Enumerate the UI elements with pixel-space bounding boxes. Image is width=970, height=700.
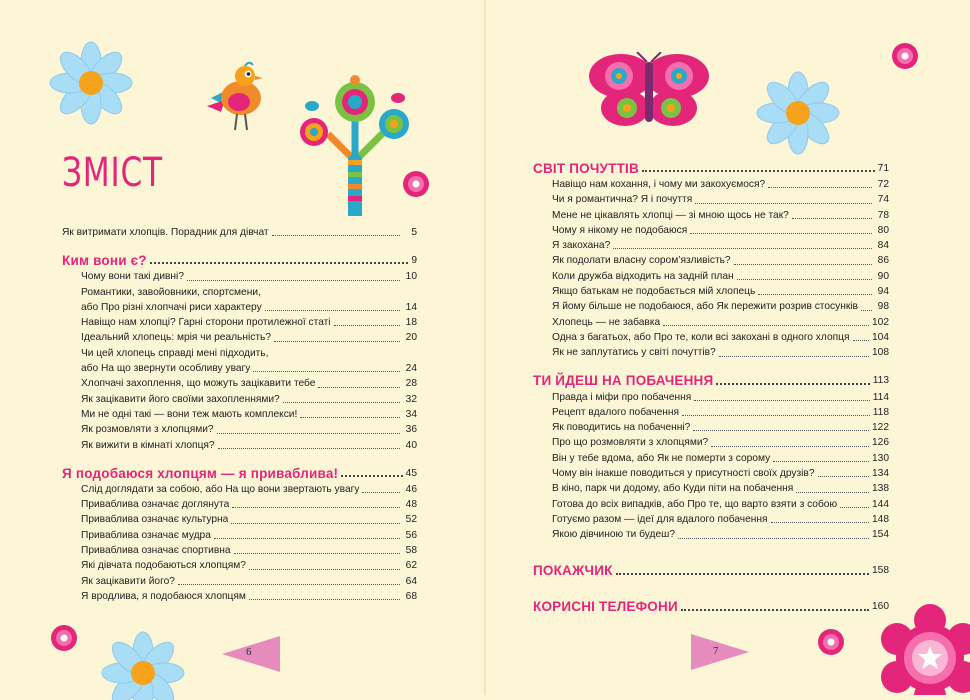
toc-entry[interactable] xyxy=(533,330,889,345)
page-number: 6 xyxy=(246,646,252,658)
toc-section-page: 160 xyxy=(872,601,889,613)
dot-leader xyxy=(694,400,869,401)
toc-entry-title: Чи я романтична? Я і почуття xyxy=(552,194,693,206)
toc-entry-title: Рецепт вдалого побачення xyxy=(552,406,679,418)
toc-entry[interactable] xyxy=(533,466,889,481)
toc-entry-title: Готуємо разом — ідеї для вдалого побачення xyxy=(552,513,768,525)
toc-entry-title: Ідеальний хлопець: мрія чи реальність? xyxy=(81,332,271,344)
toc-entry-title: Які дівчата подобаються хлопцям? xyxy=(81,560,246,572)
toc-entry-title: Як подолати власну сором’язливість? xyxy=(552,255,731,267)
toc-entry-title: або На що звернути особливу увагу xyxy=(81,363,251,375)
toc-entry-page: 144 xyxy=(872,498,889,510)
dot-leader xyxy=(272,235,400,236)
toc-entry-page: 108 xyxy=(872,347,889,359)
toc-entry[interactable] xyxy=(62,407,417,422)
large-pink-flower-icon xyxy=(870,600,970,695)
toc-entry-page: 62 xyxy=(405,560,417,572)
toc-entry[interactable] xyxy=(62,269,417,284)
toc-entry-title: Як поводитись на побаченні? xyxy=(552,422,691,434)
toc-section-page: 71 xyxy=(877,162,889,174)
toc-entry-title: В кіно, парк чи додому, або Куди піти на побачення xyxy=(552,483,794,495)
pink-flower-icon xyxy=(402,170,430,198)
toc-entry[interactable] xyxy=(533,345,889,360)
toc-entry-page: 32 xyxy=(405,393,417,405)
toc-entry-page: 48 xyxy=(405,499,417,511)
toc-entry[interactable] xyxy=(62,376,417,391)
dot-leader xyxy=(678,538,869,539)
dot-leader xyxy=(758,294,872,295)
blue-flower-icon xyxy=(755,70,841,156)
toc-section-heading[interactable] xyxy=(62,461,417,481)
toc-entry-title: Ми не одні такі — вони теж мають комплекси! xyxy=(81,408,298,420)
toc-entry-title: Приваблива означає мудра xyxy=(81,529,211,541)
pink-flower-icon xyxy=(50,624,78,652)
toc-entry[interactable] xyxy=(62,361,417,376)
page-number: 7 xyxy=(713,645,719,657)
toc-entry-title: Приваблива означає культурна xyxy=(81,514,229,526)
toc-entry[interactable] xyxy=(533,299,889,314)
toc-entry-page: 122 xyxy=(872,422,889,434)
dot-leader xyxy=(217,433,400,434)
toc-entry-title: Про що розмовляти з хлопцями? xyxy=(552,437,709,449)
toc-entry-title: Хлопець — не забавка xyxy=(552,316,661,328)
toc-entry-title: Мене не цікавлять хлопці — зі мною щось не так? xyxy=(552,209,789,221)
toc-entry[interactable] xyxy=(62,392,417,407)
toc-entry-page: 126 xyxy=(872,437,889,449)
toc-entry[interactable] xyxy=(62,589,417,604)
toc-section-page: 158 xyxy=(872,565,889,577)
dot-leader xyxy=(283,402,400,403)
toc-entry-page: 80 xyxy=(877,224,889,236)
toc-entry[interactable] xyxy=(62,482,417,497)
dot-leader xyxy=(341,475,402,477)
toc-entry[interactable] xyxy=(533,527,889,542)
toc-section-heading[interactable] xyxy=(533,559,889,579)
toc-intro-title: Як витримати хлопців. Порадник для дівчат xyxy=(62,227,269,238)
toc-entry-title: Готова до всіх випадків, або Про те, що варто взяти з собою xyxy=(552,498,838,510)
toc-entry[interactable] xyxy=(62,528,417,543)
toc-entry[interactable] xyxy=(533,223,889,238)
toc-entry[interactable] xyxy=(533,512,889,527)
toc-entry-title: Якою дівчиною ти будеш? xyxy=(552,529,675,541)
toc-entry-title: Я вродлива, я подобаюся хлопцям xyxy=(81,590,246,602)
dot-leader xyxy=(792,218,872,219)
toc-section-page: 113 xyxy=(872,375,889,387)
toc-entry[interactable] xyxy=(533,481,889,496)
toc-entry-title: Чому він інакше поводиться у присутності своїх друзів? xyxy=(552,468,815,480)
toc-entry-title: Чому вони такі дивні? xyxy=(81,271,184,283)
toc-section-title: ТИ ЙДЕШ НА ПОБАЧЕННЯ xyxy=(533,373,714,389)
toc-entry-title: Приваблива означає спортивна xyxy=(81,545,231,557)
toc-entry[interactable] xyxy=(533,315,889,330)
toc-section-page: 9 xyxy=(411,255,417,266)
toc-entry[interactable] xyxy=(533,177,889,192)
toc-entry-title: Навіщо нам хлопці? Гарні сторони протилежної статі xyxy=(81,317,331,329)
dot-leader xyxy=(616,573,869,575)
toc-entry-title: Коли дружба відходить на задній план xyxy=(552,270,734,282)
decorative-tree-icon xyxy=(298,74,413,219)
dot-leader xyxy=(362,492,400,493)
bird-icon xyxy=(205,60,267,132)
toc-entry-page: 20 xyxy=(405,332,417,344)
toc-entry-page: 154 xyxy=(872,529,889,541)
toc-entry-title: або Про різні хлопчачі риси характеру xyxy=(81,301,262,313)
toc-entry-title: Як розмовляти з хлопцями? xyxy=(81,424,214,436)
dot-leader xyxy=(693,430,869,431)
toc-entry-page: 130 xyxy=(872,452,889,464)
toc-entry-page: 58 xyxy=(405,545,417,557)
toc-section-heading[interactable] xyxy=(533,369,889,389)
dot-leader xyxy=(265,310,400,311)
toc-section-heading[interactable] xyxy=(533,595,889,615)
toc-intro[interactable] xyxy=(62,225,417,240)
toc-entry-page: 86 xyxy=(877,255,889,267)
toc-section-title: Я подобаюся хлопцям — я приваблива! xyxy=(62,465,339,481)
dot-leader xyxy=(861,310,872,311)
dot-leader xyxy=(218,448,400,449)
toc-entry[interactable] xyxy=(62,330,417,345)
toc-entry-title: Правда і міфи про побачення xyxy=(552,391,692,403)
toc-entry-page: 56 xyxy=(405,529,417,541)
right-page xyxy=(485,0,970,695)
dot-leader xyxy=(642,170,875,172)
pink-flower-icon xyxy=(891,42,919,70)
dot-leader xyxy=(796,492,869,493)
toc-entry-title: Як зацікавити його своїми захопленнями? xyxy=(81,393,280,405)
dot-leader xyxy=(234,553,400,554)
dot-leader xyxy=(681,609,869,611)
toc-entry-title: Він у тебе вдома, або Як не померти з сорому xyxy=(552,452,771,464)
dot-leader xyxy=(682,415,870,416)
toc-entry-page: 36 xyxy=(405,424,417,436)
dot-leader xyxy=(214,538,400,539)
toc-entry-line[interactable]: Чи цей хлопець справді мені підходить, xyxy=(81,347,269,359)
toc-entry-title: Слід доглядати за собою, або На що вони звертають увагу xyxy=(81,483,360,495)
toc-entry[interactable] xyxy=(533,269,889,284)
toc-entry-page: 74 xyxy=(877,194,889,206)
dot-leader xyxy=(695,203,872,204)
toc-entry-page: 40 xyxy=(405,439,417,451)
toc-entry[interactable] xyxy=(62,497,417,512)
toc-entry[interactable] xyxy=(533,497,889,512)
toc-entry-title: Хлопчачі захоплення, що можуть зацікавити тебе xyxy=(81,378,316,390)
toc-entry-title: Чому я нікому не подобаюся xyxy=(552,224,688,236)
dot-leader xyxy=(334,325,400,326)
toc-entry-page: 84 xyxy=(877,240,889,252)
toc-entry[interactable] xyxy=(533,192,889,207)
dot-leader xyxy=(768,187,872,188)
dot-leader xyxy=(613,248,872,249)
toc-entry-title: Я закохана? xyxy=(552,240,611,252)
toc-left xyxy=(62,225,417,604)
toc-entry[interactable] xyxy=(533,420,889,435)
toc-entry[interactable] xyxy=(62,315,417,330)
dot-leader xyxy=(719,356,869,357)
dot-leader xyxy=(771,522,870,523)
toc-entry-page: 104 xyxy=(872,331,889,343)
dot-leader xyxy=(737,279,872,280)
toc-entry-page: 24 xyxy=(405,363,417,375)
toc-entry[interactable] xyxy=(533,208,889,223)
toc-entry-page: 68 xyxy=(405,590,417,602)
toc-entry[interactable] xyxy=(533,238,889,253)
toc-entry-page: 102 xyxy=(872,316,889,328)
toc-entry[interactable] xyxy=(62,422,417,437)
toc-entry-page: 72 xyxy=(877,179,889,190)
toc-entry[interactable] xyxy=(533,405,889,420)
toc-entry[interactable] xyxy=(533,253,889,268)
butterfly-icon xyxy=(587,52,711,130)
toc-entry-page: 18 xyxy=(405,317,417,329)
dot-leader xyxy=(249,599,400,600)
toc-entry-page: 118 xyxy=(872,406,889,418)
dot-leader xyxy=(150,262,409,264)
toc-entry-page: 34 xyxy=(405,408,417,420)
toc-entry-title: Якщо батькам не подобається мій хлопець xyxy=(552,286,756,298)
blue-flower-icon xyxy=(48,40,134,126)
dot-leader xyxy=(232,507,400,508)
toc-entry[interactable] xyxy=(62,300,417,315)
toc-entry-page: 78 xyxy=(877,209,889,221)
toc-entry[interactable] xyxy=(533,284,889,299)
toc-entry-title: Одна з багатьох, або Про те, коли всі закохані в одного хлопця xyxy=(552,331,850,343)
dot-leader xyxy=(773,461,869,462)
dot-leader xyxy=(818,476,870,477)
toc-entry-page: 14 xyxy=(405,301,417,313)
toc-entry-page: 138 xyxy=(872,483,889,495)
toc-entry-page: 90 xyxy=(877,270,889,282)
dot-leader xyxy=(300,417,400,418)
toc-right xyxy=(533,156,889,616)
toc-entry-title: Навіщо нам кохання, і чому ми закохуємося? xyxy=(552,179,766,190)
toc-entry[interactable] xyxy=(533,451,889,466)
toc-entry-title: Як не заплутатись у світі почуттів? xyxy=(552,347,716,359)
toc-entry-title: Я йому більше не подобаюся, або Як пережити розрив стосунків xyxy=(552,301,858,313)
toc-entry[interactable] xyxy=(533,435,889,450)
toc-entry[interactable] xyxy=(62,512,417,527)
dot-leader xyxy=(231,523,400,524)
toc-entry-title: Приваблива означає доглянута xyxy=(81,499,230,511)
toc-section-page: 45 xyxy=(405,467,417,479)
dot-leader xyxy=(690,233,872,234)
toc-entry[interactable] xyxy=(62,558,417,573)
toc-section-title: КОРИСНІ ТЕЛЕФОНИ xyxy=(533,599,678,615)
toc-entry-page: 46 xyxy=(405,483,417,495)
left-page xyxy=(0,0,485,695)
dot-leader xyxy=(178,584,400,585)
toc-entry-title: Як вижити в кімнаті хлопця? xyxy=(81,439,215,451)
toc-entry-page: 64 xyxy=(405,575,417,587)
dot-leader xyxy=(663,325,869,326)
toc-entry-page: 114 xyxy=(872,391,889,403)
toc-entry[interactable] xyxy=(62,574,417,589)
toc-entry-page: 28 xyxy=(405,378,417,390)
toc-section-heading[interactable] xyxy=(533,156,889,176)
toc-entry-page: 10 xyxy=(405,271,417,283)
toc-section-heading[interactable] xyxy=(62,248,417,268)
page-title: ЗМІСТ xyxy=(62,150,163,196)
blue-flower-icon xyxy=(100,630,186,700)
dot-leader xyxy=(853,340,870,341)
dot-leader xyxy=(249,569,400,570)
dot-leader xyxy=(318,387,400,388)
toc-section-title: СВІТ ПОЧУТТІВ xyxy=(533,160,639,176)
dot-leader xyxy=(253,371,400,372)
toc-entry-line[interactable]: Романтики, завойовники, спортсмени, xyxy=(81,286,261,298)
toc-entry[interactable] xyxy=(62,438,417,453)
toc-entry-page: 94 xyxy=(877,286,889,298)
toc-entry[interactable] xyxy=(533,390,889,405)
dot-leader xyxy=(734,264,872,265)
dot-leader xyxy=(187,280,400,281)
toc-entry[interactable] xyxy=(62,543,417,558)
dot-leader xyxy=(716,383,869,385)
toc-entry-page: 52 xyxy=(405,514,417,526)
toc-entry-page: 148 xyxy=(872,513,889,525)
toc-section-title: Ким вони є? xyxy=(62,253,147,268)
toc-entry-page: 134 xyxy=(872,468,889,480)
dot-leader xyxy=(711,446,869,447)
dot-leader xyxy=(274,341,400,342)
toc-entry-page: 98 xyxy=(877,301,889,313)
toc-section-title: ПОКАЖЧИК xyxy=(533,563,613,579)
toc-entry-title: Як зацікавити його? xyxy=(81,575,175,587)
page-number-triangle xyxy=(691,634,749,670)
dot-leader xyxy=(840,507,869,508)
pink-flower-icon xyxy=(817,628,845,656)
toc-intro-page: 5 xyxy=(411,227,417,238)
